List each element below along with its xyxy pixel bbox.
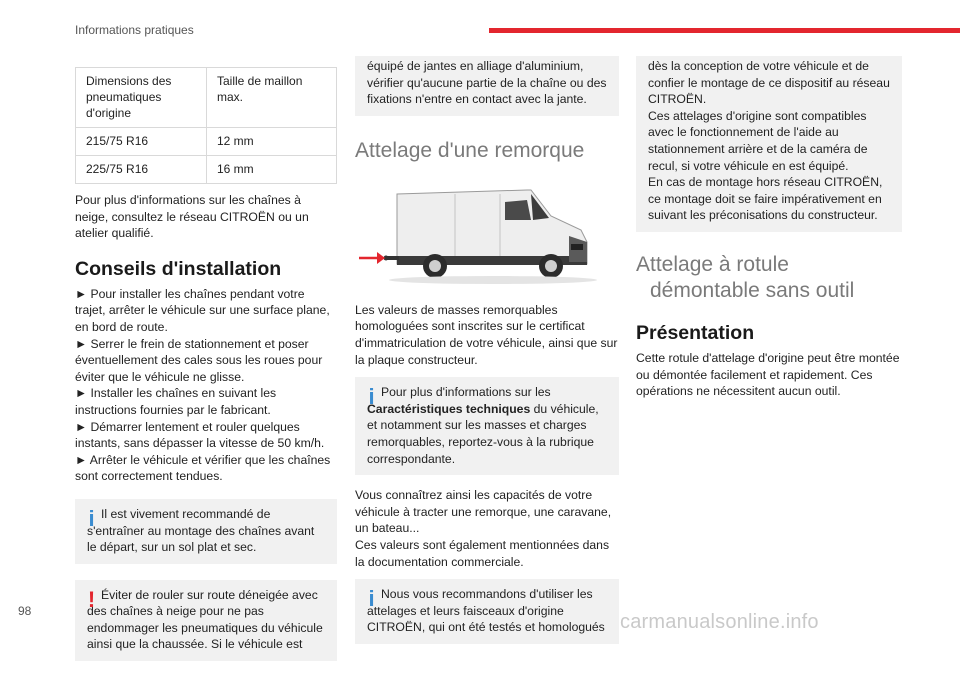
paragraph: Cette rotule d'attelage d'origine peut être montée ou démontée facilement et rapidement. Ces opérations ne nécessitent aucun outil. <box>636 350 900 399</box>
paragraph: Pour plus d'informations sur les chaînes à neige, consultez le réseau CITROËN ou un atelier qualifié. <box>75 193 309 241</box>
page-section-title: Attelage d'une remorque <box>355 138 585 162</box>
step-item: ► Arrêter le véhicule et vérifier que les chaînes sont correctement tendues. <box>75 452 331 484</box>
header-accent-bar <box>489 28 960 33</box>
warning-text: équipé de jantes en alliage d'aluminium, vérifier qu'aucune partie de la chaîne ou des fixations n'entre en contact avec la jante. <box>367 59 607 107</box>
info-icon: i <box>88 505 95 531</box>
page-number: 98 <box>18 604 32 618</box>
column-2 <box>355 56 619 656</box>
step-item: ► Pour installer les chaînes pendant votre trajet, arrêter le véhicule sur une surface plane, en bord de route. <box>75 286 330 334</box>
watermark: carmanualsonline.info <box>620 611 819 633</box>
info-text-bold: Caractéristiques techniques <box>367 401 531 416</box>
info-box <box>355 377 619 475</box>
title-line: Attelage à rotule <box>636 252 789 276</box>
info-box <box>355 579 619 644</box>
page-section-title <box>636 252 902 304</box>
van-icon <box>355 172 619 288</box>
step-item: ► Serrer le frein de stationnement et poser éventuellement des cales sous les roues pour éviter que le véhicule ne glisse. <box>75 336 323 384</box>
table-cell: 16 mm <box>207 156 337 184</box>
column-1 <box>75 56 337 673</box>
warning-box-continued <box>355 56 619 116</box>
info-text-part: du véhicule, et notamment sur les masses et charges remorquables, reportez-vous à la rubrique correspondante. <box>367 401 599 466</box>
warning-text: Éviter de rouler sur route déneigée avec des chaînes à neige pour ne pas endommager les pneumatiques du véhicule ainsi que la chaussée. Si le véhicule est <box>87 587 323 652</box>
table-header-cell: Dimensions des pneumatiques d'origine <box>76 68 207 128</box>
info-text: Il est vivement recommandé de s'entraîner au montage des chaînes avant le départ, sur un sol plat et sec. <box>87 506 315 555</box>
info-icon: i <box>368 384 375 410</box>
warning-icon: ! <box>87 586 96 612</box>
warning-box <box>75 580 337 661</box>
info-text: En cas de montage hors réseau CITROËN, ce montage doit se faire impérativement en suivant les préconisations du constructeur. <box>648 175 883 223</box>
table-cell: 215/75 R16 <box>76 128 207 156</box>
step-item: ► Installer les chaînes en suivant les instructions fournies par le fabricant. <box>75 386 277 417</box>
table-row <box>76 128 337 156</box>
section-heading: Conseils d'installation <box>75 257 282 280</box>
info-text-part: Pour plus d'informations sur les <box>381 385 551 400</box>
info-box-continued <box>636 56 902 232</box>
info-text <box>367 384 607 467</box>
paragraph: Les valeurs de masses remorquables homologuées sont inscrites sur le certificat d'immatriculation de votre véhicule, ainsi que sur la plaque constructeur. <box>355 302 618 367</box>
column-3 <box>636 56 902 407</box>
van-illustration <box>355 172 619 288</box>
info-box <box>75 499 337 564</box>
section-heading: Présentation <box>636 321 755 344</box>
paragraph: Ces valeurs sont également mentionnées dans la documentation commerciale. <box>355 537 610 569</box>
table-cell: 225/75 R16 <box>76 156 207 184</box>
info-icon: i <box>368 586 375 612</box>
chain-size-table <box>75 67 337 184</box>
step-item: ► Démarrer lentement et rouler quelques instants, sans dépasser la vitesse de 50 km/h. <box>75 419 325 451</box>
info-text: dès la conception de votre véhicule et de confier le montage de ce dispositif au réseau CITROËN. <box>648 59 890 107</box>
table-header-cell: Taille de maillon max. <box>207 68 337 128</box>
table-row <box>76 156 337 184</box>
paragraph: Vous connaîtrez ainsi les capacités de votre véhicule à tracter une remorque, une caravane, un bateau... <box>355 488 612 536</box>
table-cell: 12 mm <box>207 128 337 156</box>
title-line: démontable sans outil <box>650 278 855 302</box>
info-text: Nous vous recommandons d'utiliser les attelages et leurs faisceaux d'origine CITROËN, qui ont été testés et homologués <box>367 587 605 635</box>
table-header-row <box>76 68 337 128</box>
header-title: Informations pratiques <box>75 23 194 37</box>
info-text: Ces attelages d'origine sont compatibles avec le fonctionnement de l'aide au stationnement arrière et de la caméra de recul, si votre véhicule en est équipé. <box>648 108 868 173</box>
